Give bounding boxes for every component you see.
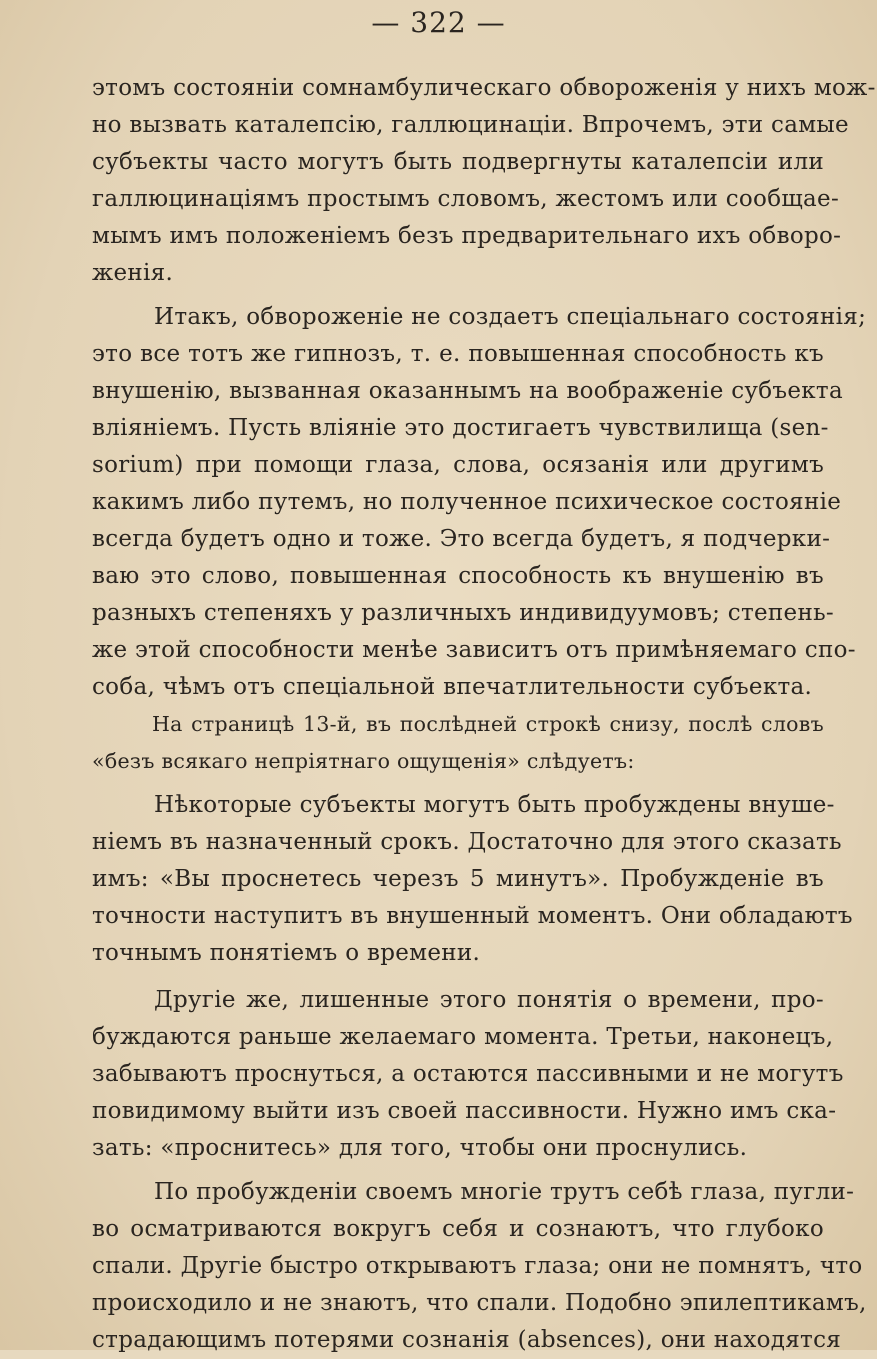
text-line: забываютъ проснуться, а остаются пассивными и не могутъ	[92, 1061, 844, 1087]
text-line: ніемъ въ назначенный срокъ. Достаточно для этого сказать	[92, 829, 842, 855]
text-line: субъекты часто могутъ быть подвергнуты каталепсіи или	[92, 149, 824, 175]
text-line: спали. Другіе быстро открываютъ глаза; они не помнятъ, что	[92, 1253, 863, 1279]
text-line: буждаются раньше желаемаго момента. Третьи, наконецъ,	[92, 1024, 834, 1050]
text-line: этомъ состояніи сомнамбулическаго обвороженія у нихъ мож-	[92, 75, 876, 101]
text-line: но вызвать каталепсію, галлюцинаціи. Впрочемъ, эти самые	[92, 112, 849, 138]
text-line: во осматриваются вокругъ себя и сознаютъ, что глубоко	[92, 1216, 824, 1242]
page-number: — 322 —	[371, 6, 506, 39]
text-line: точности наступитъ въ внушенный моментъ. Они обладаютъ	[92, 903, 853, 929]
text-line: вліяніемъ. Пусть вліяніе это достигаетъ чувствилища (sen-	[92, 415, 829, 441]
text-line: соба, чѣмъ отъ спеціальной впечатлительности субъекта.	[92, 674, 813, 700]
note-line: На страницѣ 13-й, въ послѣдней строкѣ снизу, послѣ словъ	[152, 712, 824, 736]
text-line: всегда будетъ одно и тоже. Это всегда будетъ, я подчерки-	[92, 526, 831, 552]
text-line: это все тотъ же гипнозъ, т. е. повышенная способность къ	[92, 341, 824, 367]
text-line: страдающимъ потерями сознанія (absences), они находятся	[92, 1327, 842, 1353]
text-line: повидимому выйти изъ своей пассивности. Нужно имъ ска-	[92, 1098, 837, 1124]
text-line: мымъ имъ положеніемъ безъ предварительнаго ихъ обворо-	[92, 223, 842, 249]
text-line: разныхъ степеняхъ у различныхъ индивидуумовъ; степень-	[92, 600, 834, 626]
page-text	[92, 70, 876, 1359]
text-line: Итакъ, обвороженіе не создаетъ спеціальнаго состоянія;	[154, 304, 867, 330]
text-line: Нѣкоторые субъекты могутъ быть пробуждены внуше-	[154, 792, 835, 818]
text-line: женія.	[92, 260, 174, 286]
text-line: галлюцинаціямъ простымъ словомъ, жестомъ или сообщае-	[92, 186, 840, 212]
text-line: какимъ либо путемъ, но полученное психическое состояніе	[92, 489, 842, 515]
text-line: sorium) при помощи глаза, слова, осязанія или другимъ	[92, 452, 824, 478]
text-line: ваю это слово, повышенная способность къ внушенію въ	[92, 563, 824, 589]
note-line: «безъ всякаго непріятнаго ощущенія» слѣдуетъ:	[92, 749, 635, 773]
text-line: зать: «проснитесь» для того, чтобы они проснулись.	[92, 1135, 748, 1161]
text-line: имъ: «Вы проснетесь черезъ 5 минутъ». Пробужденіе въ	[92, 866, 824, 892]
text-line: же этой способности менѣе зависитъ отъ примѣняемаго спо-	[92, 637, 856, 663]
text-line: внушенію, вызванная оказаннымъ на воображеніе субъекта	[92, 378, 843, 404]
text-line: Другіе же, лишенные этого понятія о времени, про-	[154, 987, 824, 1013]
text-line: По пробужденіи своемъ многіе трутъ себѣ глаза, пугли-	[154, 1179, 855, 1205]
text-line: точнымъ понятіемъ о времени.	[92, 940, 481, 966]
text-line: происходило и не знаютъ, что спали. Подобно эпилептикамъ,	[92, 1290, 867, 1316]
